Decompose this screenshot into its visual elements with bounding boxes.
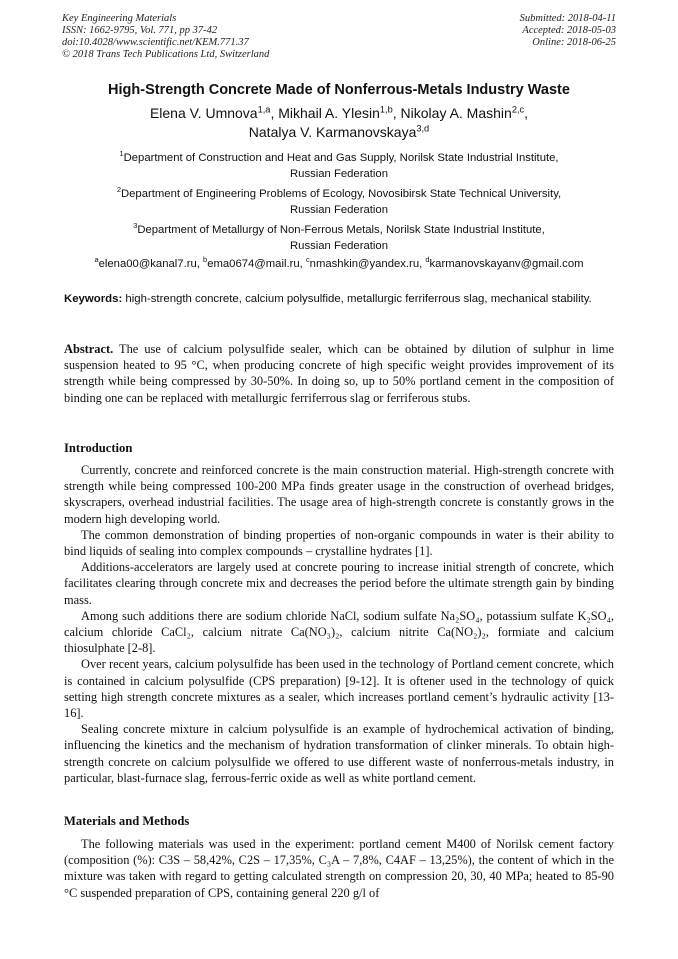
section-heading-introduction: Introduction xyxy=(64,441,133,455)
author: Natalya V. Karmanovskaya$^{3,d}$ xyxy=(248,123,430,140)
journal-name: Key Engineering Materials xyxy=(62,13,177,24)
author: Nikolay A. Mashin$^{2,c}$ xyxy=(400,104,525,121)
paragraph: Additions-accelerators are largely used at concrete pouring to increase initial strength of concrete, which facilitates clearing through concrete mix and decreases the period before the ultimate strength gain by binding mass. xyxy=(64,560,614,607)
issn-line: ISSN: 1662-9795, Vol. 771, pp 37-42 xyxy=(62,25,218,36)
keywords-label: Keywords: xyxy=(64,293,123,305)
section-heading-materials: Materials and Methods xyxy=(64,814,190,828)
doi-line: doi:10.4028/www.scientific.net/KEM.771.37 xyxy=(62,37,249,48)
keywords xyxy=(64,292,614,308)
author: Elena V. Umnova$^{1,a}$ xyxy=(149,104,271,121)
paragraph: Sealing concrete mixture in calcium polysulfide is an example of hydrochemical activation of binding, influencing the kinetics and the mechanism of hydration transformation of clinker minerals. To obtain high-strength concrete on calcium polysulfide we offered to use different waste of nonferrous-metals industry, in particular, blast-furnace slag, ferrous-ferric oxide as well as white portland cement. xyxy=(64,722,614,785)
affiliation: $^2$Department of Engineering Problems of Ecology, Novosibirsk State Technical University, Russian Federation xyxy=(116,185,562,216)
affiliation: $^3$Department of Metallurgy of Non-Ferrous Metals, Norilsk State Industrial Institute, Russian Federation xyxy=(133,221,545,252)
online-date: Online: 2018-06-25 xyxy=(532,37,616,48)
paragraph: The following materials was used in the experiment: portland cement M400 of Norilsk cement factory (composition (%): C3S – 58,42%, C2S – 17,35%, C₃A – 7,8%, C4AF – 13,25%), the content of which in the mixture was taken with regard to getting calculated strength on compression 20, 30, 40 MPa; heated to 85-90 °C suspended preparation of CPS, containing general 220 g/l of xyxy=(64,837,614,900)
abstract xyxy=(64,341,614,406)
materials-body xyxy=(64,836,614,901)
author-list: Elena V. Umnova$^{1,a}$, Mikhail A. Ylesin$^{1,b}$, Nikolay A. Mashin$^{2,c}$, Natalya V. Karmanovskaya$^{3,d}$ xyxy=(149,104,529,140)
keywords-text: high-strength concrete, calcium polysulfide, metallurgic ferriferrous slag, mechanical stability. xyxy=(125,293,592,305)
paper-title: High-Strength Concrete Made of Nonferrous-Metals Industry Waste xyxy=(108,82,570,98)
abstract-label: Abstract. xyxy=(64,342,114,356)
accepted-date: Accepted: 2018-05-03 xyxy=(522,25,616,36)
copyright-line: © 2018 Trans Tech Publications Ltd, Switzerland xyxy=(62,49,270,60)
paragraph: Over recent years, calcium polysulfide has been used in the technology of Portland cement concrete, which is contained in calcium polysulfide (CPS preparation) [9-12]. It is oftener used in the technology of quick setting high strength concrete mixtures as a sealer, which increases portland cement’s hydraulic activity [13-16]. xyxy=(64,657,614,721)
affiliation: $^1$Department of Construction and Heat and Gas Supply, Norilsk State Industrial Institute, Russian Federation xyxy=(119,149,559,180)
email-link[interactable]: elena00@kanal7.ru, xyxy=(98,258,200,270)
submitted-date: Submitted: 2018-04-11 xyxy=(519,13,616,24)
journal-info xyxy=(62,13,269,61)
abstract-text: The use of calcium polysulfide sealer, which can be obtained by dilution of sulphur in lime suspension heated to 95 °C, when producing concrete of high specific weight provides improvement of its strength while being compressed by 30-50%. In doing so, up to 50% portland cement in the composition of binding one can be replaced with metallurgic ferriferrous slag or ferriferous stubs. xyxy=(64,342,614,405)
paragraph: Currently, concrete and reinforced concrete is the main construction material. High-strength concrete with strength while being compressed 100-200 MPa finds greater usage in the construction of overhead bridges, skyscrapers, overhead industrial facilities. The usage area of high-strength concrete is constantly grows in the modern high developing world. xyxy=(64,463,614,526)
introduction-body xyxy=(64,462,614,786)
paragraph: The common demonstration of binding properties of non-organic compounds in water is their ability to bind liquids of sealing into complex compounds – crystalline hydrates [1]. xyxy=(64,527,614,559)
publication-dates xyxy=(520,13,616,49)
email-link[interactable]: nmashkin@yandex.ru, xyxy=(309,258,423,270)
email-link[interactable]: ema0674@mail.ru, xyxy=(207,258,303,270)
email-list: $^a$elena00@kanal7.ru, $^b$ema0674@mail.ru, $^c$nmashkin@yandex.ru, $^d$karmanovskayanv@gmail.com xyxy=(94,255,584,270)
email-link[interactable]: karmanovskayanv@gmail.com xyxy=(429,258,584,270)
paragraph: Among such additions there are sodium chloride NaCl, sodium sulfate Na₂SO₄, potassium sulfate K₂SO₄, calcium chloride CaCl₂, calcium nitrate Ca(NO₃)₂, calcium nitrite Ca(NO₂)₂, formiate and calcium thiosulphate [2-8]. xyxy=(64,608,614,656)
author: Mikhail A. Ylesin$^{1,b}$ xyxy=(278,104,393,121)
